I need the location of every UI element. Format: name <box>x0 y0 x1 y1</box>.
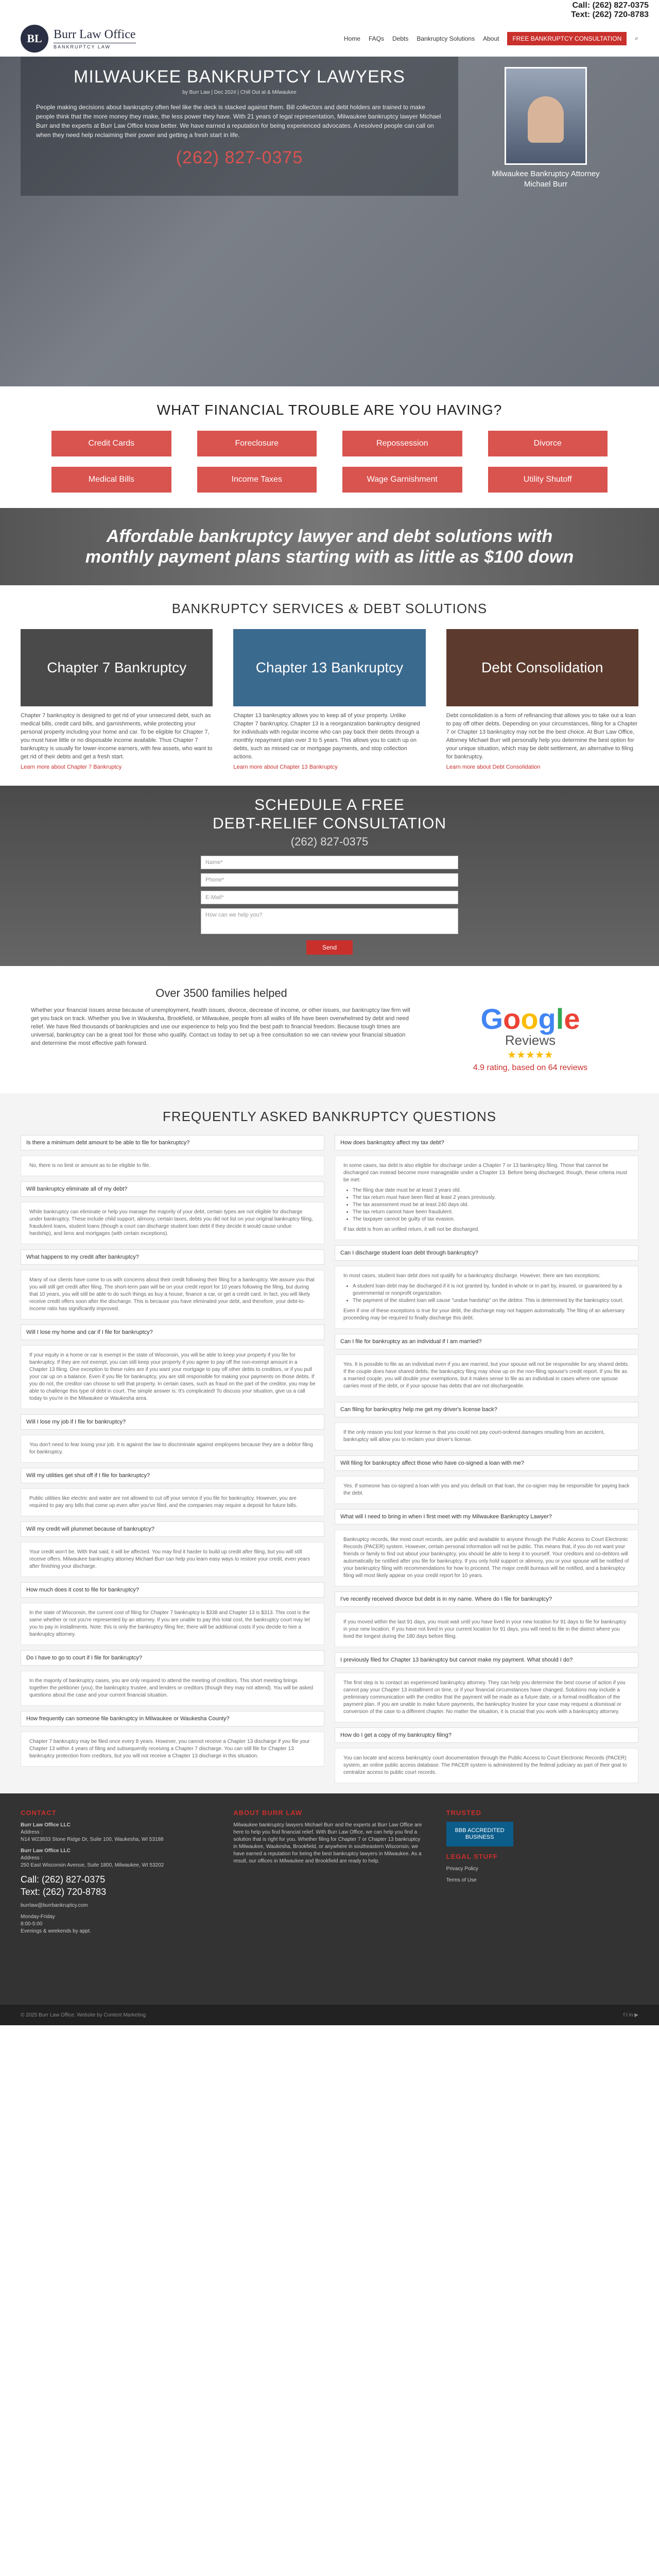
faq-answer: Your credit won't be. With that said, it will be affected. You may find it harder to build up credit after filing, but you will still receive offers. Milwaukee bankruptcy attorney Michael Burr can help you learn easy ways to restore your credit, even years after finishing your discharge. <box>21 1542 324 1577</box>
faq-list-item: • The tax return must have been filed at least 2 years previously. <box>353 1194 630 1201</box>
trouble-credit-cards[interactable]: Credit Cards <box>51 431 171 456</box>
faq-answer: If the only reason you lost your license is that you could not pay court-ordered damages resulting from an accident, bankruptcy will allow you to reclaim your driver's license. <box>335 1422 638 1450</box>
phone-field[interactable]: Phone* <box>201 873 458 887</box>
faq-right-column <box>335 1135 638 1783</box>
faq-answer: In the majority of bankruptcy cases, you are only required to attend the meeting of creditors. This short meeting brings together the petitioner (you), the bankruptcy trustee, and lenders or creditors (though they may not attend). You will be asked questions about the case and your current financial situation. <box>21 1671 324 1706</box>
faq-question[interactable]: Can I discharge student loan debt through bankruptcy? <box>335 1245 638 1261</box>
faq-left-column <box>21 1135 324 1783</box>
bbb-badge[interactable]: BBB ACCREDITED BUSINESS <box>446 1822 513 1846</box>
trouble-divorce[interactable]: Divorce <box>488 431 608 456</box>
trouble-income-taxes[interactable]: Income Taxes <box>197 467 317 493</box>
promo-banner <box>0 508 659 585</box>
faq-answer: If you moved within the last 91 days, you must wait until you have lived in your new location for 91 days to file for bankruptcy in your new location. If you have not lived in your current location for 91 days, you will need to file in the district where you lived the longest during the 180 days before filing. <box>335 1612 638 1647</box>
faq-question[interactable]: I previously filed for Chapter 13 bankruptcy but cannot make my payment. What should I do? <box>335 1652 638 1668</box>
faq-question[interactable]: Will filing for bankruptcy affect those who have co-signed a loan with me? <box>335 1455 638 1471</box>
hero-intro: People making decisions about bankruptcy often feel like the deck is stacked against them. Bill collectors and debt holders are trained to make people think that the more money they make, the less power they have. With 21 years of legal representation, Milwaukee bankruptcy lawyer Michael Burr and the experts at Burr Law Office know better. We have earned a reputation for being experienced advocates. A resolved people can call on when they need help reclaiming their power and getting a fresh start in life. <box>36 104 441 139</box>
footer-email[interactable]: burrlaw@burrbankruptcy.com <box>21 1903 88 1908</box>
faq-question[interactable]: What will I need to bring in when I first meet with my Milwaukee Bankruptcy Lawyer? <box>335 1509 638 1524</box>
consult-title: SCHEDULE A FREE DEBT-RELIEF CONSULTATION <box>212 796 447 832</box>
service-card-title[interactable]: Debt Consolidation <box>446 629 638 706</box>
footer-contact: CONTACT Burr Law Office LLC Address : N14 W23833 Stone Ridge Dr, Suite 100, Waukesha, WI 53188 Burr Law Office LLC Address : 250 East Wisconsin Avenue, Suite 1800, Milwaukee, WI 53202 Call: (262) 827-0375 Text: (262) 720-8783 burrlaw@burrbankruptcy.com Monday-Friday 8:00-5:00 Evenings & weekends by appt. <box>21 1809 213 1989</box>
trouble-wage-garnishment[interactable]: Wage Garnishment <box>342 467 462 493</box>
google-reviews-label: Reviews <box>505 1032 556 1048</box>
footer-text[interactable]: Text: (262) 720-8783 <box>21 1887 107 1897</box>
hero <box>0 57 659 386</box>
faq-question[interactable]: Do I have to go to court if I file for bankruptcy? <box>21 1650 324 1666</box>
firm-tagline: BANKRUPTCY LAW <box>54 43 136 49</box>
hero-title: MILWAUKEE BANKRUPTCY LAWYERS <box>74 67 405 87</box>
trouble-repossession[interactable]: Repossession <box>342 431 462 456</box>
faq-answer: While bankruptcy can eliminate or help you manage the majority of your debt, certain types are not eligible for discharge under bankruptcy. These include child support, alimony, certain taxes, debts you did not list on your original bankruptcy filing, fraudulent loans, student loans (though a court can discharge student loan debt if they decide it would cause undue hardship), and liens and mortgages (with certain exceptions). <box>21 1202 324 1244</box>
faq-question[interactable]: Is there a minimum debt amount to be able to file for bankruptcy? <box>21 1135 324 1150</box>
firm-name: Burr Law Office <box>54 27 136 41</box>
trouble-utility-shutoff[interactable]: Utility Shutoff <box>488 467 608 493</box>
address-1[interactable]: N14 W23833 Stone Ridge Dr, Suite 100, Waukesha, WI 53188 <box>21 1837 164 1842</box>
faq-question[interactable]: Can filing for bankruptcy help me get my driver's license back? <box>335 1402 638 1417</box>
consult-form <box>201 856 458 955</box>
faq-list-item: • A student loan debt may be discharged if it is not granted by, funded in whole or in part by, insured, or guaranteed by a governmental or nonprofit organization. <box>353 1283 630 1297</box>
faq-question[interactable]: How much does it cost to file for bankruptcy? <box>21 1582 324 1598</box>
rating-text: 4.9 rating, based on 64 reviews <box>473 1063 588 1072</box>
service-card-link[interactable]: Learn more about Debt Consolidation <box>446 764 541 770</box>
services-section <box>0 585 659 786</box>
faq-answer: The first step is to contact an experienced bankruptcy attorney. They can help you determine the best course of action if you cannot pay your Chapter 13 installment on time, or if your financial circumstances have changed. Solutions may include a preliminary communication with the creditor that the payment will be made as a future date, or a formal modification of the payment plan. If you are unable to make future payments, the bankruptcy trustee for your case may request a dismissal or conversion of the case to a different chapter. No matter the situation, it is crucial that you work with a bankruptcy attorney. <box>335 1673 638 1722</box>
address-2[interactable]: 250 East Wisconsin Avenue, Suite 1800, Milwaukee, WI 53202 <box>21 1862 164 1868</box>
faq-answer: No, there is no limit or amount as to be eligible to file. <box>21 1156 324 1176</box>
search-icon[interactable]: ⌕ <box>635 35 638 42</box>
about-text: Milwaukee bankruptcy lawyers Michael Burr and the experts at Burr Law Office are here to help you find financial relief. With Burr Law Office, we can help you find a solution that is right for you. Whether filing for Chapter 7 or Chapter 13 bankruptcy in Milwaukee, Waukesha, Brookfield, or anywhere in southeastern Wisconsin, we have earned a reputation for being the best bankruptcy lawyers in Milwaukee. As a result, our offices in Milwaukee and Brookfield are ready to help. <box>233 1822 422 1864</box>
faq-question[interactable]: Will my credit will plummet because of bankruptcy? <box>21 1521 324 1537</box>
faq-answer: Yes. It is possible to file as an individual even if you are married, but your spouse will not be responsible for any shared debts. If the couple does have shared debts, the bankruptcy filing may show up on the non-filing spouse's credit report. If you file as a married couple, you will double your exemptions, but it makes sense to file as an individual in cases where one spouse carries most of the debt, or if your spouse has debts that are not dischargeable. <box>335 1354 638 1397</box>
terms-link[interactable]: Terms of Use <box>446 1877 477 1883</box>
faq-list-item: • The taxpayer cannot be guilty of tax evasion. <box>353 1216 630 1223</box>
top-contact-bar <box>0 0 659 21</box>
social-icons[interactable]: f t in ▶ <box>623 2012 638 2018</box>
privacy-link[interactable]: Privacy Policy <box>446 1866 478 1872</box>
faq-question[interactable]: How does bankruptcy affect my tax debt? <box>335 1135 638 1150</box>
service-card-title[interactable]: Chapter 7 Bankruptcy <box>21 629 213 706</box>
copyright: © 2025 Burr Law Office. Website by Content Marketing <box>21 2012 146 2018</box>
top-text[interactable]: Text: (262) 720-8783 <box>571 10 649 19</box>
service-card-text: Chapter 13 bankruptcy allows you to keep all of your property. Unlike Chapter 7 bankruptcy, Chapter 13 is a reorganization bankruptcy designed for individuals with regular income who can pay back their debts through a monthly repayment plan over 3 to 5 years. This allows you to catch up on debts, such as missed car or mortgage payments, and stop collection actions. <box>233 713 420 760</box>
service-card-link[interactable]: Learn more about Chapter 7 Bankruptcy <box>21 764 122 770</box>
photo-caption-title: Milwaukee Bankruptcy Attorney <box>492 170 600 178</box>
trouble-medical-bills[interactable]: Medical Bills <box>51 467 171 493</box>
service-card-link[interactable]: Learn more about Chapter 13 Bankruptcy <box>233 764 338 770</box>
consultation-section <box>0 786 659 966</box>
reviews-section <box>0 966 659 1093</box>
google-logo: Google <box>480 1003 580 1035</box>
faq-answer: Many of our clients have come to us with concerns about their credit following their filing for a bankruptcy. We assure you that you will still get credit after filing. The short-term pain will be on your credit report for 10 years following the filing, but during that 10 years, you will still be able to do such things as buy a house, finance a car, or get a credit card. In fact, you will likely receive credit offers soon after the discharge. This is because you have eliminated your debt, and therefore, your debt-to-income ratio has significantly improved. <box>21 1270 324 1319</box>
faq-answer: You don't need to fear losing your job. It is against the law to discriminate against employees because they are a debtor filing for bankruptcy. <box>21 1435 324 1463</box>
faq-question[interactable]: Will I lose my home and car if I file for bankruptcy? <box>21 1325 324 1340</box>
faq-list-item: • The tax return cannot have been fraudulent. <box>353 1209 630 1216</box>
attorney-photo <box>463 67 628 190</box>
bottom-bar <box>0 2005 659 2025</box>
faq-question[interactable]: I've recently received divorce but debt is in my name. Where do I file for bankruptcy? <box>335 1591 638 1607</box>
families-title: Over 3500 families helped <box>155 987 287 999</box>
name-field[interactable]: Name* <box>201 856 458 869</box>
star-rating-icon: ★★★★★ <box>507 1049 553 1061</box>
faq-answer: Public utilities like electric and water are not allowed to cut off your service if you file for bankruptcy. However, you are required to pay any bills that come up even after you've filed, and the companies may require a deposit for future bills. <box>21 1488 324 1516</box>
service-card-debt <box>446 629 638 770</box>
send-button[interactable]: Send <box>306 940 353 955</box>
faq-answer: In the state of Wisconsin, the current cost of filing for Chapter 7 bankruptcy is $338 and Chapter 13 is $313. This cost is the same whether or not you're represented by an attorney. If you are unable to pay this total cost, the bankruptcy court may let you to pay in installments. Note: this is only the bankruptcy filing fee; there will be additional costs if you decide to hire a bankruptcy attorney. <box>21 1603 324 1645</box>
footer-about: ABOUT BURR LAW Milwaukee bankruptcy lawyers Michael Burr and the experts at Burr Law Office are here to help you find financial relief. With Burr Law Office, we can help you find a solution that is right for you. Whether filing for Chapter 7 or Chapter 13 bankruptcy in Milwaukee, Waukesha, Brookfield, or anywhere in southeastern Wisconsin, we have earned a reputation for being the best bankruptcy lawyers in Milwaukee. As a result, our offices in Milwaukee and Brookfield are ready to help. <box>233 1809 425 1989</box>
email-field[interactable]: E-Mail* <box>201 891 458 904</box>
promo-text: Affordable bankruptcy lawyer and debt solutions with monthly payment plans starting with as little as $100 down <box>85 527 574 567</box>
consult-phone[interactable]: (262) 827-0375 <box>290 835 369 848</box>
service-card-ch7 <box>21 629 213 770</box>
faq-answer: Yes. If someone has co-signed a loan with you and you default on that loan, the co-signer may be responsible for paying back the debt. <box>335 1476 638 1504</box>
message-field[interactable]: How can we help you? <box>201 908 458 934</box>
faq-answer: In most cases, student loan debt does not qualify for a bankruptcy discharge. However, there are two exceptions: • A student loan debt may be discharged if it is not granted by, funded in whole or in part by, insured, or guaranteed by a governmental or nonprofit organization. • The payment of the student loan will cause "undue hardship" on the debtor. This is determined by the bankruptcy court. Even if one of these exceptions is true for your debt, the discharge may not happen automatically. The filing of an adversary proceeding may be required to finally discharge this debt. <box>335 1266 638 1329</box>
faq-list-item: • The filing due date must be at least 3 years old. <box>353 1187 630 1194</box>
trouble-section <box>0 386 659 508</box>
attorney-image <box>505 67 587 165</box>
faq-list-item: • The tax assessment must be at least 240 days old. <box>353 1201 630 1209</box>
faq-answer: Bankruptcy records, like most court records, are public and available to anyone through the Public Access to Court Electronic Records (PACER) system. However, certain personal information will not be public. This means that, if you do not want your friends or family to find out about your bankruptcy, you should be able to keep it to yourself. Your creditors and co-debtors will automatically be notified after you file for bankruptcy. If you only hold support or alimony, you or your spouse will be notified of your bankruptcy filing with recommendations for how to proceed. The major credit bureaus will be notified, and a bankruptcy filing will most likely appear on your credit report for 10 years. <box>335 1530 638 1586</box>
faq-question[interactable]: Can I file for bankruptcy as an individual if I am married? <box>335 1334 638 1349</box>
faq-list-item: • The payment of the student loan will cause "undue hardship" on the debtor. This is determined by the bankruptcy court. <box>353 1297 630 1304</box>
nav-about[interactable]: About <box>483 35 499 42</box>
nav-solutions[interactable]: Bankruptcy Solutions <box>417 35 475 42</box>
service-card-text: Debt consolidation is a form of refinancing that allows you to take out a loan to pay off other debts. Depending on your circumstances, filing for a Chapter 7 or Chapter 13 bankruptcy may not be the best choice. At Burr Law Office, Attorney Michael Burr will personally help you determine the best option for your unique situation, which may be debt settlement, an alternative to filing for bankruptcy. <box>446 713 638 760</box>
site-footer <box>0 1793 659 2005</box>
nav-home[interactable]: Home <box>343 35 360 42</box>
service-card-title[interactable]: Chapter 13 Bankruptcy <box>233 629 425 706</box>
faq-answer: If your equity in a home or car is exempt in the state of Wisconsin, you will be able to keep your property if you file for bankruptcy. If they are not exempt, you can still keep your property if you agree to pay off the non-exempt amount in a Chapter 13 filing. One exception to these rules are if you want your mortgage to pay off other debts to creditors, or if you pull your car up on a balance. Even if you file for bankruptcy, you are still responsible for making your payments on those debts. If you do not, the creditor can choose to sell that property. In certain cases, such as fraud on the part of the creditor, you may be able to challenge this type of debt in court. The simple answer is: It's complicated! To discuss your situation, give us a call today to you're in the Milwaukee or Waukesha area. <box>21 1345 324 1409</box>
faq-question[interactable]: Will bankruptcy eliminate all of my debt? <box>21 1181 324 1197</box>
faq-answer: In some cases, tax debt is also eligible for discharge under a Chapter 7 or 13 bankruptcy filing. Those that cannot be discharged can instead become more manageable under a Chapter 13. Before being discharged, though, these criteria must be met: • The filing due date must be at least 3 years old. • The tax return must have been filed at least 2 years previously. • The tax assessment must be at least 240 days old. • The tax return cannot have been fraudulent. • The taxpayer cannot be guilty of tax evasion. If tax debt is from an unfiled return, it will not be discharged. <box>335 1156 638 1240</box>
faq-question[interactable]: Will I lose my job if I file for bankruptcy? <box>21 1414 324 1430</box>
services-title: BANKRUPTCY SERVICES & DEBT SOLUTIONS <box>171 601 488 616</box>
hero-panel <box>21 57 458 196</box>
faq-answer: You can locate and access bankruptcy court documentation through the Public Access to Court Electronic Records (PACER) system, an online public access database. The PACER system is administered by the federal judiciary as part of their goal to centralize access to public court records. <box>335 1748 638 1783</box>
faq-question[interactable]: How do I get a copy of my bankruptcy filing? <box>335 1727 638 1743</box>
faq-question[interactable]: What happens to my credit after bankruptcy? <box>21 1249 324 1265</box>
faq-title: FREQUENTLY ASKED BANKRUPTCY QUESTIONS <box>162 1109 497 1124</box>
main-nav <box>344 32 638 45</box>
logo[interactable] <box>21 25 136 53</box>
footer-call[interactable]: Call: (262) 827-0375 <box>21 1874 106 1885</box>
nav-faqs[interactable]: FAQs <box>368 35 384 42</box>
site-header <box>0 21 659 57</box>
nav-debts[interactable]: Debts <box>392 35 409 42</box>
footer-trusted: TRUSTED BBB ACCREDITED BUSINESS LEGAL STUFF Privacy Policy Terms of Use <box>446 1809 638 1989</box>
faq-question[interactable]: How frequently can someone file bankruptcy in Milwaukee or Waukesha County? <box>21 1711 324 1726</box>
photo-caption-name: Michael Burr <box>524 180 568 189</box>
trouble-foreclosure[interactable]: Foreclosure <box>197 431 317 456</box>
google-reviews-badge[interactable] <box>432 987 628 1073</box>
families-text: Whether your financial issues arose because of unemployment, health issues, divorce, decrease of income, or other issues, our bankruptcy law firm will get you back on track. Whether you live in Waukesha, Brookfield, or Milwaukee, people from all walks of life have been overwhelmed by debt and need relief. We have filed thousands of bankruptcies and use our experience to help you find the best path to financial freedom. Because tough times are universal, bankruptcy can be a great tool for those who qualify. Contact us today to set up a free consultation so we can review your financial situation and determine the most effective path forward. <box>31 1007 410 1046</box>
service-card-text: Chapter 7 bankruptcy is designed to get rid of your unsecured debt, such as medical bills, credit card bills, and garnishments, while protecting your personal property including your home and car. To be eligible for Chapter 7, you must have little or no disposable income available. Thus Chapter 7 bankruptcy is usually for lower-income earners, with few assets, who want to get rid of their debts and get a fresh start. <box>21 713 213 760</box>
hero-meta: by Burr Law | Dec 2024 | Chill Out at & Milwaukee <box>182 90 297 95</box>
faq-answer: Chapter 7 bankruptcy may be filed once every 8 years. However, you cannot receive a Chapter 13 discharge if you file your Chapter 13 within 4 years of filing and subsequently receiving a Chapter 7 discharge. You can still file for Chapter 13 bankruptcy protection from creditors, but you will not receive a Chapter 13 discharge in this situation. <box>21 1732 324 1767</box>
top-call[interactable]: Call: (262) 827-0375 <box>572 1 649 10</box>
faq-question[interactable]: Will my utilities get shut off if I file for bankruptcy? <box>21 1468 324 1483</box>
nav-consult-button[interactable]: FREE BANKRUPTCY CONSULTATION <box>507 32 627 45</box>
hero-phone[interactable]: (262) 827-0375 <box>176 148 303 167</box>
faq-section <box>0 1093 659 1793</box>
logo-mark: BL <box>21 25 48 53</box>
trouble-title: WHAT FINANCIAL TROUBLE ARE YOU HAVING? <box>157 402 502 418</box>
service-card-ch13 <box>233 629 425 770</box>
